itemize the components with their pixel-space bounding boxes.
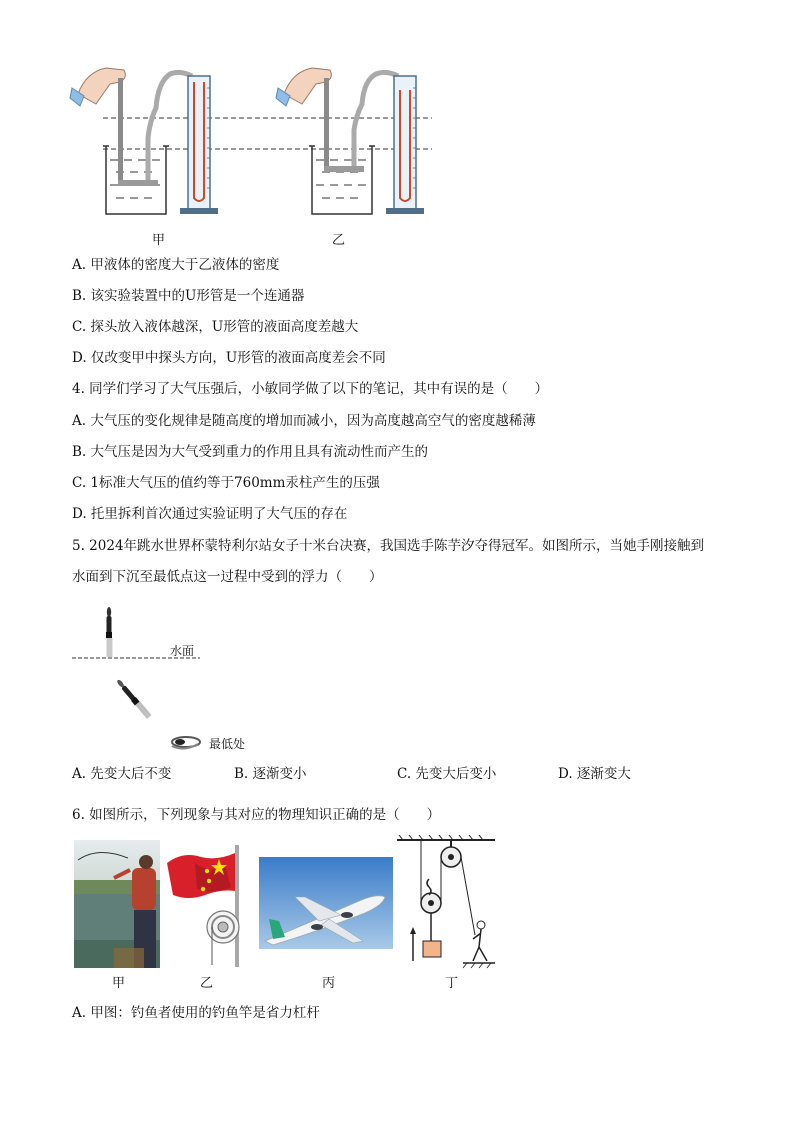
q3-option-c[interactable]: C. 探头放入液体越深，U形管的液面高度差越大 [72,319,359,335]
fishing-photo [74,840,160,968]
q5-option-d[interactable]: D. 逐渐变大 [558,766,631,782]
q5-option-a[interactable]: A. 先变大后不变 [72,766,172,782]
diver-entering [106,607,112,657]
lowest-point-label: 最低处 [209,737,246,751]
q5-option-b[interactable]: B. 逐渐变小 [234,766,307,782]
q3-option-b[interactable]: B. 该实验装置中的U形管是一个连通器 [72,288,305,304]
q3-option-d[interactable]: D. 仅改变甲中探头方向，U形管的液面高度差会不同 [72,350,386,366]
q6-fig-label-jia: 甲 [112,976,126,991]
fig-label-yi: 乙 [332,233,346,248]
q4-option-b[interactable]: B. 大气压是因为大气受到重力的作用且具有流动性而产生的 [72,444,429,460]
q5-option-c[interactable]: C. 先变大后变小 [397,766,497,782]
q5-figure [60,600,280,760]
q4-option-a[interactable]: A. 大气压的变化规律是随高度的增加而减小，因为高度越高空气的密度越稀薄 [72,413,536,429]
diver-diagram [60,600,280,760]
pulley-system-diagram [393,835,499,970]
water-surface-label: 水面 [170,644,195,658]
fig-label-jia: 甲 [152,233,166,248]
q6-stem: 6. 如图所示，下列现象与其对应的物理知识正确的是（ ） [72,807,441,823]
setup-jia [70,68,218,214]
q3-figure [0,0,794,250]
q5-stem-line1: 5. 2024年跳水世界杯蒙特利尔站女子十米台决赛，我国选手陈芋汐夺得冠军。如图所示，当她手刚接触到 [72,538,705,554]
q3-option-a[interactable]: A. 甲液体的密度大于乙液体的密度 [72,257,280,273]
diver-lowest [172,737,200,749]
diver-diving [115,678,151,719]
airplane-photo [259,857,393,949]
q6-fig-label-ding: 丁 [445,976,459,991]
setup-yi [276,68,424,214]
q6-fig-label-bing: 丙 [322,976,336,991]
q6-option-a[interactable]: A. 甲图：钓鱼者使用的钓鱼竿是省力杠杆 [72,1005,320,1021]
q6-fig-label-yi: 乙 [200,976,214,991]
q4-stem: 4. 同学们学习了大气压强后，小敏同学做了以下的笔记，其中有误的是（ ） [72,381,549,397]
q5-stem-line2: 水面到下沉至最低点这一过程中受到的浮力（ ） [72,569,383,585]
flag-pulley-image [165,843,245,968]
pressure-gauge-diagram [0,0,794,250]
q4-option-d[interactable]: D. 托里拆利首次通过实验证明了大气压的存在 [72,506,348,522]
q4-option-c[interactable]: C. 1标准大气压的值约等于760mm汞柱产生的压强 [72,475,380,491]
